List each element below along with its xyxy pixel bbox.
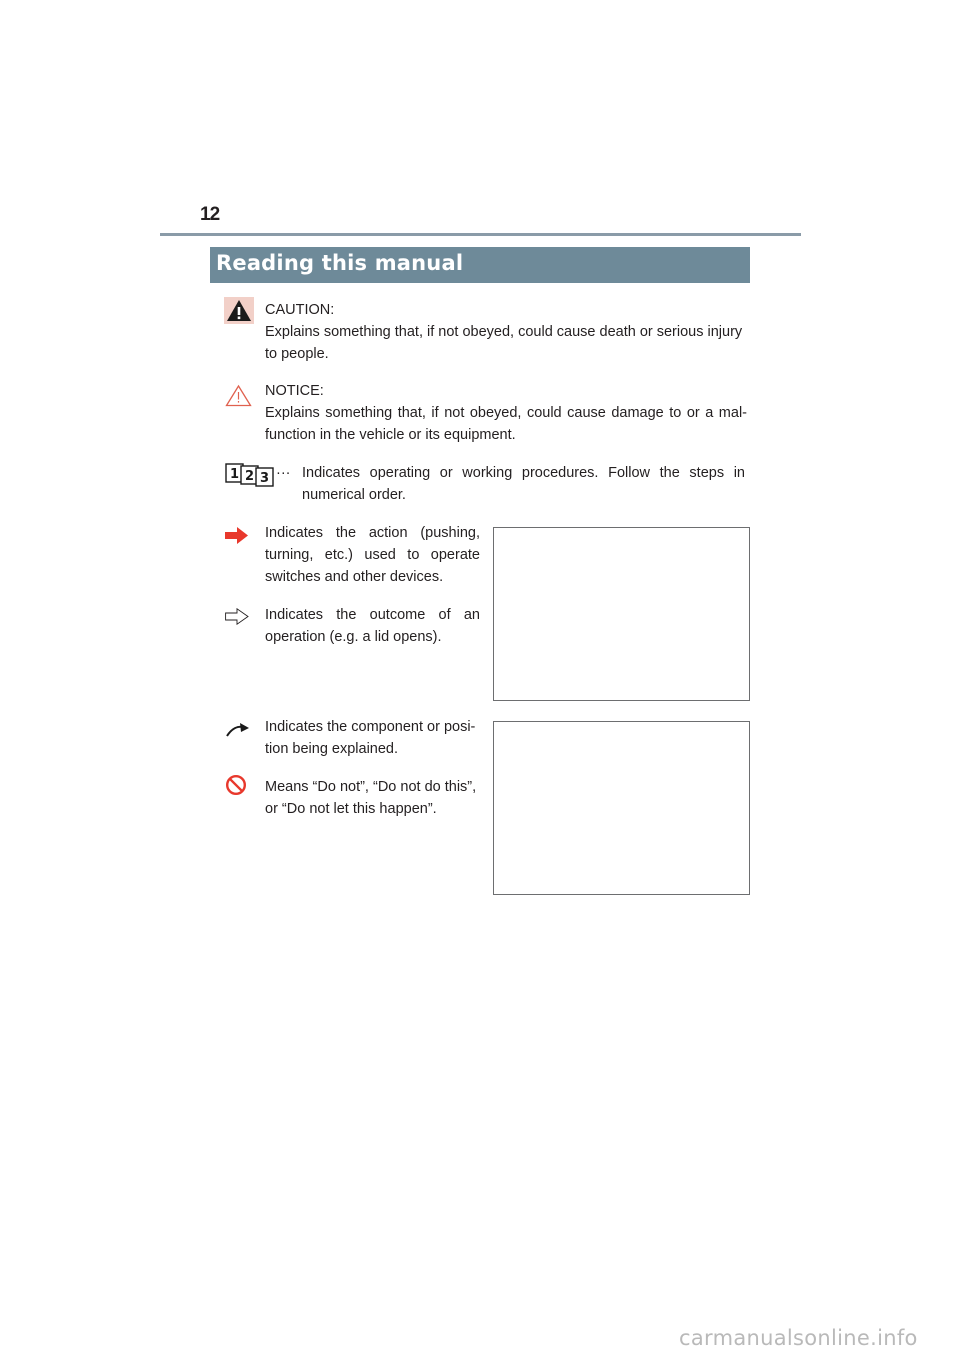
caution-label: CAUTION: bbox=[265, 302, 335, 318]
caution-text-line-1: Explains something that, if not obeyed, could cause death or serious injury bbox=[265, 324, 743, 340]
steps-leader: ··· bbox=[276, 465, 291, 481]
illustration-frame-1 bbox=[493, 527, 750, 701]
outcome-text-line-1: Indicates the outcome of an bbox=[265, 607, 480, 623]
action-entry bbox=[265, 522, 480, 588]
notice-entry bbox=[265, 380, 747, 446]
component-pointer-icon bbox=[226, 722, 250, 738]
step-badge-3: 3 bbox=[259, 471, 270, 486]
notice-text-line-2: function in the vehicle or its equipment. bbox=[265, 427, 516, 443]
component-text-line-1: Indicates the component or posi- bbox=[265, 719, 476, 735]
outcome-text-line-2: operation (e.g. a lid opens). bbox=[265, 629, 442, 645]
section-title: Reading this manual bbox=[216, 251, 464, 275]
caution-triangle-icon bbox=[224, 297, 254, 324]
steps-text-line-1: Indicates operating or working procedures. Follow the steps in bbox=[302, 465, 745, 481]
action-text-line-3: switches and other devices. bbox=[265, 569, 444, 585]
header-rule bbox=[160, 233, 801, 236]
prohibition-text-line-1: Means “Do not”, “Do not do this”, bbox=[265, 779, 477, 795]
prohibition-entry bbox=[265, 776, 480, 820]
illustration-frame-2 bbox=[493, 721, 750, 895]
watermark: carmanualsonline.info bbox=[679, 1326, 918, 1350]
section-title-bar bbox=[210, 247, 750, 283]
notice-label: NOTICE: bbox=[265, 383, 324, 399]
step-badge-2: 2 bbox=[244, 469, 255, 484]
notice-text-line-1: Explains something that, if not obeyed, could cause damage to or a mal- bbox=[265, 405, 747, 421]
notice-triangle-icon bbox=[225, 384, 252, 407]
action-text-line-2: turning, etc.) used to operate bbox=[265, 547, 480, 563]
component-entry bbox=[265, 716, 480, 760]
numbered-steps-icon bbox=[225, 463, 277, 487]
action-text-line-1: Indicates the action (pushing, bbox=[265, 525, 480, 541]
steps-text-line-2: numerical order. bbox=[302, 487, 406, 503]
component-text-line-2: tion being explained. bbox=[265, 741, 399, 757]
prohibition-text-line-2: or “Do not let this happen”. bbox=[265, 801, 437, 817]
outcome-entry bbox=[265, 604, 480, 648]
step-badge-1: 1 bbox=[229, 467, 240, 482]
caution-entry bbox=[265, 299, 747, 365]
steps-entry bbox=[302, 462, 745, 506]
outcome-arrow-icon bbox=[225, 608, 249, 625]
action-arrow-icon bbox=[225, 527, 249, 544]
prohibition-icon bbox=[225, 774, 247, 796]
caution-text-line-2: to people. bbox=[265, 346, 329, 362]
page-number: 12 bbox=[200, 204, 220, 225]
